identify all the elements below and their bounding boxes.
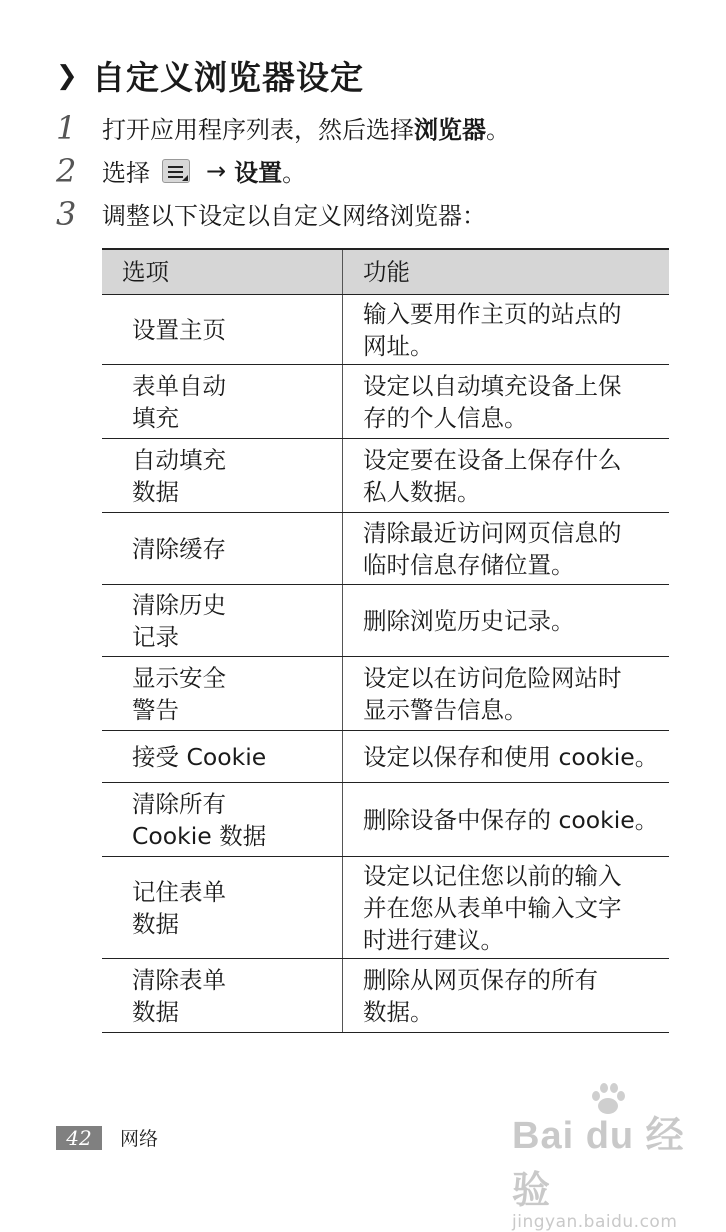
table-row: [102, 657, 669, 731]
table-row: [102, 959, 669, 1033]
option-text-line: 设置主页: [132, 315, 226, 344]
step-1: [56, 110, 510, 145]
option-cell: [102, 439, 343, 513]
function-text-line: 临时信息存储位置。: [363, 550, 575, 579]
footer-section-label: 网络: [120, 1128, 159, 1150]
option-text-line: 数据: [132, 477, 179, 506]
function-text-line: 设定以保存和使用 cookie。: [363, 742, 659, 771]
option-text-line: 清除表单: [132, 965, 226, 994]
settings-label: 设置: [234, 159, 283, 187]
step-number: 1: [56, 108, 77, 147]
page-number: 42: [56, 1126, 102, 1150]
function-text-line: 设定以记住您以前的输入: [363, 861, 622, 890]
function-cell: [343, 657, 670, 731]
option-text-line: 显示安全: [132, 663, 226, 692]
step-number: 2: [56, 151, 77, 190]
function-cell: [343, 513, 670, 585]
function-text-line: 显示警告信息。: [363, 695, 528, 724]
option-text-line: 警告: [132, 695, 179, 724]
step-3: [56, 196, 486, 231]
option-cell: [102, 783, 343, 857]
option-cell: [102, 513, 343, 585]
options-table: [102, 248, 669, 1033]
function-cell: [343, 959, 670, 1033]
option-cell: [102, 959, 343, 1033]
option-text-line: 清除所有: [132, 789, 226, 818]
step-number: 3: [56, 194, 77, 233]
function-text-line: 存的个人信息。: [363, 403, 528, 432]
option-cell: [102, 365, 343, 439]
page-footer: [56, 1124, 158, 1151]
function-text-line: 删除浏览历史记录。: [363, 606, 575, 635]
function-cell: [343, 439, 670, 513]
function-text-line: 删除设备中保存的 cookie。: [363, 805, 659, 834]
paw-icon: [588, 1082, 628, 1116]
table-row: [102, 857, 669, 959]
option-text-line: 清除历史: [132, 590, 226, 619]
function-cell: [343, 585, 670, 657]
function-text-line: 设定以在访问危险网站时: [363, 663, 622, 692]
option-text-line: 记住表单: [132, 877, 226, 906]
option-text-line: Cookie 数据: [132, 821, 267, 850]
option-text-line: 数据: [132, 997, 179, 1026]
option-text-line: 接受 Cookie: [132, 742, 267, 771]
table-row: [102, 439, 669, 513]
page-title: 自定义浏览器设定: [92, 58, 364, 97]
step-text: 选择 → 设置 。: [102, 153, 306, 188]
function-cell: [343, 783, 670, 857]
table-row: [102, 295, 669, 365]
function-text-line: 清除最近访问网页信息的: [363, 518, 622, 547]
function-text-line: 网址。: [363, 331, 434, 360]
option-text-line: 数据: [132, 909, 179, 938]
table-row: [102, 365, 669, 439]
table-row: [102, 513, 669, 585]
option-cell: [102, 857, 343, 959]
function-text-line: 设定要在设备上保存什么: [363, 445, 622, 474]
watermark-logo: [512, 1082, 692, 1232]
browser-label: 浏览器: [414, 116, 486, 144]
function-text-line: 设定以自动填充设备上保: [363, 371, 622, 400]
section-chevron-icon: ❯: [56, 60, 78, 91]
section-heading: [56, 52, 364, 99]
step-2: [56, 153, 306, 188]
menu-key-icon: [162, 159, 190, 183]
option-text-line: 清除缓存: [132, 534, 226, 563]
function-text-line: 并在您从表单中输入文字: [363, 893, 622, 922]
table-row: [102, 731, 669, 783]
step-text: 调整以下设定以自定义网络浏览器：: [102, 202, 486, 230]
function-cell: [343, 295, 670, 365]
function-cell: [343, 731, 670, 783]
option-cell: [102, 657, 343, 731]
option-cell: [102, 295, 343, 365]
option-cell: [102, 731, 343, 783]
option-cell: [102, 585, 343, 657]
function-cell: [343, 365, 670, 439]
table-header-row: [102, 249, 669, 295]
function-text-line: 输入要用作主页的站点的: [363, 299, 622, 328]
column-header-option: 选项: [102, 249, 343, 295]
watermark-brand: Bai du 经验: [512, 1115, 685, 1212]
option-text-line: 自动填充: [132, 445, 226, 474]
option-text-line: 记录: [132, 622, 179, 651]
table-row: [102, 783, 669, 857]
option-text-line: 表单自动: [132, 371, 226, 400]
option-text-line: 填充: [132, 403, 179, 432]
function-text-line: 私人数据。: [363, 477, 481, 506]
column-header-function: 功能: [343, 249, 670, 295]
watermark-url: jingyan.baidu.com: [512, 1212, 678, 1232]
table-row: [102, 585, 669, 657]
function-text-line: 数据。: [363, 997, 434, 1026]
function-text-line: 删除从网页保存的所有: [363, 965, 598, 994]
step-text: 打开应用程序列表，然后选择 浏览器 。: [102, 110, 510, 145]
arrow-icon: →: [206, 156, 227, 185]
function-cell: [343, 857, 670, 959]
function-text-line: 时进行建议。: [363, 925, 504, 954]
